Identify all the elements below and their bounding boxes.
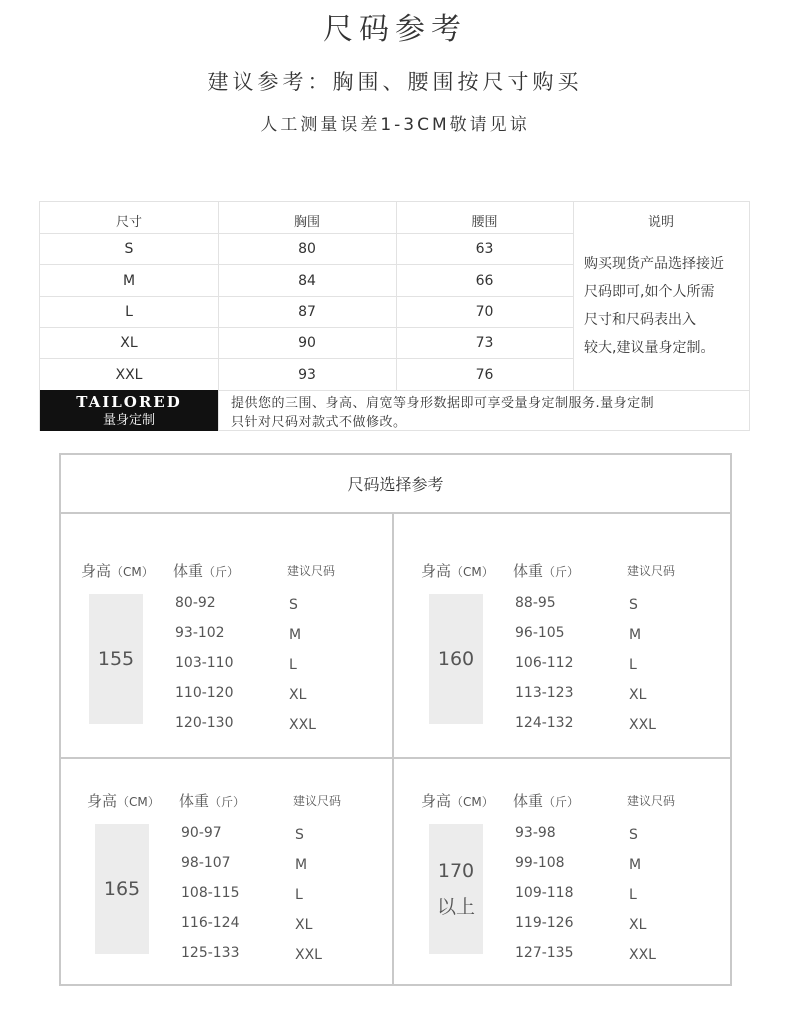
suggested-size-header: 建议尺码 xyxy=(627,564,676,578)
suggested-size: S xyxy=(629,827,638,843)
tailored-description: 提供您的三围、身高、肩宽等身形数据即可享受量身定制服务.量身定制 只针对尺码对款式不做修改。 xyxy=(231,396,655,430)
suggested-sizes xyxy=(629,820,656,970)
size-row-chest: 87 xyxy=(298,304,316,320)
suggested-size: S xyxy=(295,827,304,843)
size-row-waist: 76 xyxy=(475,367,494,383)
size-row-chest: 93 xyxy=(298,367,316,383)
weight-range: 96-105 xyxy=(515,625,565,641)
size-selection-reference xyxy=(59,453,732,986)
reference-title: 尺码选择参考 xyxy=(61,455,730,514)
suggested-size: XXL xyxy=(295,947,322,963)
measurement-note: 人工测量误差1-3CM敬请见谅 xyxy=(260,115,530,135)
suggested-size: S xyxy=(289,597,298,613)
height-header: 身高（CM） xyxy=(421,792,494,810)
weight-range: 113-123 xyxy=(515,685,574,701)
height-group xyxy=(421,790,751,1030)
suggested-size-header: 建议尺码 xyxy=(627,794,676,808)
height-group xyxy=(87,790,417,1030)
weight-range: 119-126 xyxy=(515,915,574,931)
column-header-chest: 胸围 xyxy=(293,215,320,230)
height-header: 身高（CM） xyxy=(87,792,160,810)
suggested-size: L xyxy=(289,657,297,673)
suggested-size: XL xyxy=(295,917,313,933)
weight-range: 99-108 xyxy=(515,855,565,871)
column-header-explanation: 说明 xyxy=(647,215,674,230)
suggested-size: M xyxy=(289,627,302,643)
size-row-size: M xyxy=(122,273,136,289)
size-table xyxy=(39,201,750,431)
size-row-chest: 84 xyxy=(298,273,316,289)
weight-range: 88-95 xyxy=(515,595,556,611)
suggested-size: L xyxy=(295,887,303,903)
size-row-waist: 73 xyxy=(475,335,494,351)
height-value: 155 xyxy=(89,594,143,724)
weight-range: 93-98 xyxy=(515,825,556,841)
weight-range: 120-130 xyxy=(175,715,234,731)
weight-range: 127-135 xyxy=(515,945,574,961)
weight-range: 90-97 xyxy=(181,825,222,841)
weight-range: 109-118 xyxy=(515,885,574,901)
suggested-size: M xyxy=(629,627,642,643)
weight-ranges xyxy=(515,818,574,968)
size-row-waist: 66 xyxy=(475,273,494,289)
suggested-size: L xyxy=(629,887,637,903)
page-title: 尺码参考 xyxy=(323,12,467,47)
weight-header: 体重（斤） xyxy=(513,562,580,580)
suggested-size: M xyxy=(629,857,642,873)
weight-range: 108-115 xyxy=(181,885,240,901)
weight-range: 116-124 xyxy=(181,915,240,931)
weight-header: 体重（斤） xyxy=(173,562,240,580)
weight-range: 93-102 xyxy=(175,625,225,641)
height-value: 160 xyxy=(429,594,483,724)
height-value: 165 xyxy=(95,824,149,954)
weight-header: 体重（斤） xyxy=(513,792,580,810)
suggested-sizes xyxy=(295,820,322,970)
suggested-size: XXL xyxy=(289,717,316,733)
size-row-chest: 80 xyxy=(298,241,316,257)
tailored-badge: TAILORED 量身定制 xyxy=(40,390,218,431)
suggested-size-header: 建议尺码 xyxy=(287,564,336,578)
weight-range: 124-132 xyxy=(515,715,574,731)
weight-range: 80-92 xyxy=(175,595,216,611)
suggested-size: M xyxy=(295,857,308,873)
suggested-size: XL xyxy=(629,917,647,933)
size-row-chest: 90 xyxy=(298,335,316,351)
explanation-text: 购买现货产品选择接近 尺码即可,如个人所需 尺寸和尺码表出入 较大,建议量身定制。 xyxy=(584,256,724,356)
suggested-sizes xyxy=(629,590,656,740)
weight-range: 125-133 xyxy=(181,945,240,961)
weight-header: 体重（斤） xyxy=(179,792,246,810)
suggested-size: L xyxy=(629,657,637,673)
size-row-size: L xyxy=(125,304,133,320)
weight-range: 98-107 xyxy=(181,855,231,871)
height-header: 身高（CM） xyxy=(81,562,154,580)
size-row-waist: 70 xyxy=(475,304,494,320)
weight-range: 106-112 xyxy=(515,655,574,671)
suggested-size: XXL xyxy=(629,947,656,963)
weight-ranges xyxy=(515,588,574,738)
weight-range: 110-120 xyxy=(175,685,234,701)
size-row-size: XL xyxy=(120,335,138,351)
size-row-size: XXL xyxy=(115,367,143,383)
suggested-size: XL xyxy=(289,687,307,703)
column-header-size: 尺寸 xyxy=(115,215,142,230)
height-group xyxy=(421,560,751,800)
size-row-size: S xyxy=(124,241,134,257)
suggested-size-header: 建议尺码 xyxy=(293,794,342,808)
weight-ranges xyxy=(181,818,240,968)
suggested-size: XL xyxy=(629,687,647,703)
column-header-waist: 腰围 xyxy=(471,215,498,230)
suggested-sizes xyxy=(289,590,316,740)
suggested-size: XXL xyxy=(629,717,656,733)
weight-range: 103-110 xyxy=(175,655,234,671)
height-group xyxy=(81,560,411,800)
weight-ranges xyxy=(175,588,234,738)
suggested-size: S xyxy=(629,597,638,613)
height-value: 170 以上 xyxy=(429,824,483,954)
size-row-waist: 63 xyxy=(475,241,494,257)
height-header: 身高（CM） xyxy=(421,562,494,580)
page-subtitle: 建议参考：胸围、腰围按尺寸购买 xyxy=(207,70,583,94)
